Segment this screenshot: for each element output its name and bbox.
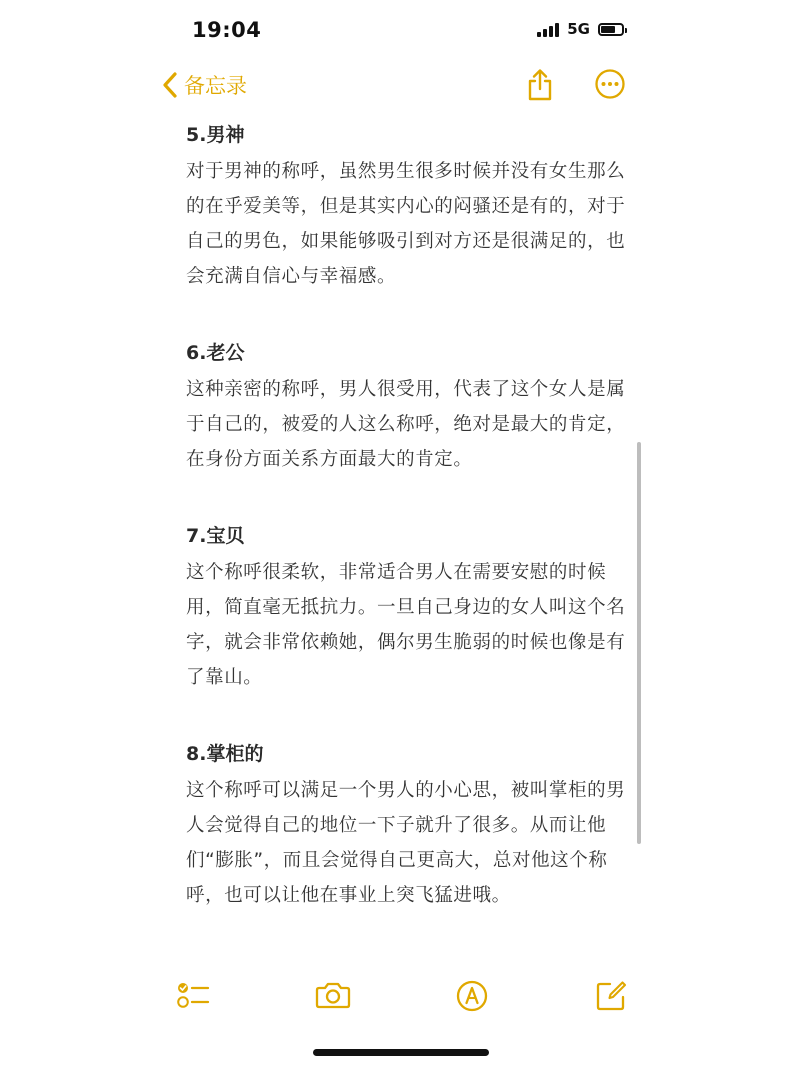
status-time: 19:04 — [192, 18, 262, 42]
bottom-toolbar — [0, 975, 800, 1021]
share-button[interactable] — [525, 68, 555, 106]
section-text: 对于男神的称呼，虽然男生很多时候并没有女生那么的在乎爱美等，但是其实内心的闷骚还是有的，对于自己的男色，如果能够吸引到对方还是很满足的，也会充满自信心与幸福感。 — [186, 161, 626, 287]
signal-icon — [537, 21, 559, 37]
markup-button[interactable] — [455, 979, 489, 1017]
note-section — [186, 120, 626, 294]
more-button[interactable] — [594, 68, 626, 104]
nav-bar — [0, 62, 800, 112]
network-label: 5G — [567, 20, 590, 38]
status-indicators — [537, 20, 624, 38]
section-text: 这个称呼很柔软，非常适合男人在需要安慰的时候用，简直毫无抵抗力。一旦自己身边的女人叫这个名字，就会非常依赖她，偶尔男生脆弱的时候也像是有了靠山。 — [186, 562, 626, 688]
note-section — [186, 739, 626, 913]
checklist-button[interactable] — [176, 979, 210, 1015]
note-section — [186, 521, 626, 695]
camera-button[interactable] — [315, 979, 351, 1015]
more-icon — [594, 68, 626, 100]
back-button[interactable] — [162, 70, 247, 100]
back-label: 备忘录 — [184, 74, 247, 98]
compose-button[interactable] — [594, 979, 628, 1017]
status-bar — [0, 0, 800, 60]
camera-icon — [315, 979, 351, 1011]
note-body[interactable] — [186, 120, 626, 957]
note-section — [186, 338, 626, 477]
section-title: 7.宝贝 — [186, 525, 245, 547]
compose-icon — [594, 979, 628, 1013]
markup-icon — [455, 979, 489, 1013]
chevron-left-icon — [162, 72, 178, 98]
section-text: 这个称呼可以满足一个男人的小心思，被叫掌柜的男人会觉得自己的地位一下子就升了很多。从而让他们“膨胀”，而且会觉得自己更高大，总对他这个称呼，也可以让他在事业上突飞猛进哦。 — [186, 780, 626, 906]
section-title: 8.掌柜的 — [186, 743, 264, 765]
checklist-icon — [176, 979, 210, 1011]
home-indicator[interactable] — [313, 1049, 489, 1056]
section-title: 5.男神 — [186, 124, 245, 146]
section-text: 这种亲密的称呼，男人很受用，代表了这个女人是属于自己的，被爱的人这么称呼，绝对是最大的肯定，在身份方面关系方面最大的肯定。 — [186, 379, 626, 470]
share-icon — [525, 68, 555, 102]
battery-icon — [598, 23, 624, 36]
section-title: 6.老公 — [186, 342, 245, 364]
scrollbar[interactable] — [637, 442, 641, 844]
